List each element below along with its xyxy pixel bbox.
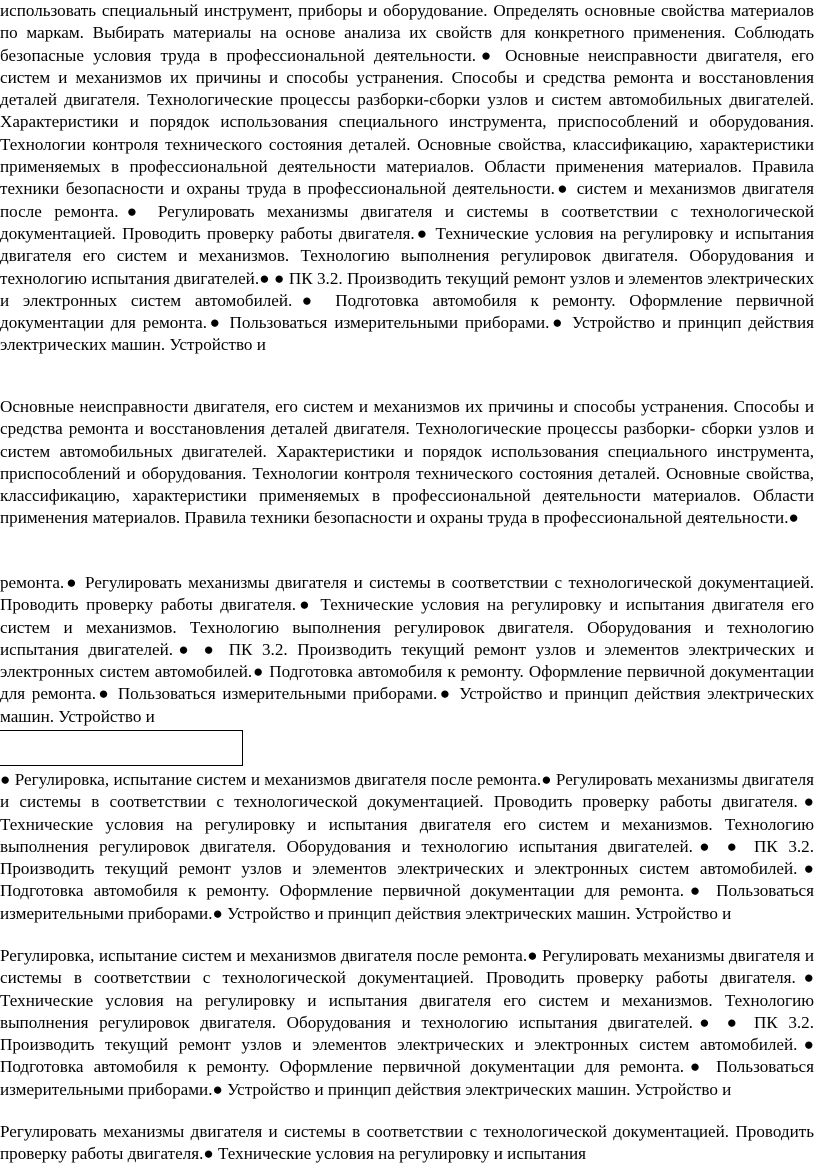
paragraph-2: Основные неисправности двигателя, его систем и механизмов их причины и способы устранения. Способы и средства ремонта и восстановления деталей двигателя. Технологические процессы разборки- сборки узлов и систем автомобильных двигателей. Характеристики и порядок использования специального инструмента, приспособлений и оборудования. Технологии контроля технического состояния деталей. Основные свойства, классификацию, характеристики применяемых в профессиональной деятельности материалов. Области применения материалов. Правила техники безопасности и охраны труда в профессиональной деятельности.● xyxy=(0,397,814,528)
paragraph-6: Регулировать механизмы двигателя и системы в соответствии с технологической документацией. Проводить проверку работы двигателя.● Технические условия на регулировку и испытания xyxy=(0,1122,814,1164)
paragraph-3: ремонта.● Регулировать механизмы двигателя и системы в соответствии с технологической документацией. Проводить проверку работы двигателя.● Технические условия на регулировку и испытания двигателя его систем и механизмов. Технологию выполнения регулировок двигателя. Оборудования и технологию испытания двигателей.● ● ПК 3.2. Производить текущий ремонт узлов и элементов электрических и электронных систем автомобилей.● Подготовка автомобиля к ремонту. Оформление первичной документации для ремонта.● Пользоваться измерительными приборами.● Устройство и принцип действия электрических машин. Устройство и xyxy=(0,573,814,726)
paragraph-5: Регулировка, испытание систем и механизмов двигателя после ремонта.● Регулировать механизмы двигателя и системы в соответствии с технологической документацией. Проводить проверку работы двигателя.● Технические условия на регулировку и испытания двигателя его систем и механизмов. Технологию выполнения регулировок двигателя. Оборудования и технологию испытания двигателей.● ● ПК 3.2. Производить текущий ремонт узлов и элементов электрических и электронных систем автомобилей.● Подготовка автомобиля к ремонту. Оформление первичной документации для ремонта.● Пользоваться измерительными приборами.● Устройство и принцип действия электрических машин. Устройство и xyxy=(0,946,814,1099)
empty-text-box xyxy=(0,730,243,766)
paragraph-1: использовать специальный инструмент, приборы и оборудование. Определять основные свойства материалов по маркам. Выбирать материалы на основе анализа их свойств для конкретного применения. Соблюдать безопасные условия труда в профессиональной деятельности.● Основные неисправности двигателя, его систем и механизмов их причины и способы устранения. Способы и средства ремонта и восстановления деталей двигателя. Технологические процессы разборки-сборки узлов и систем автомобильных двигателей. Характеристики и порядок использования специального инструмента, приспособлений и оборудования. Технологии контроля технического состояния деталей. Основные свойства, классификацию, характеристики применяемых в профессиональной деятельности материалов. Области применения материалов. Правила техники безопасности и охраны труда в профессиональной деятельности.● систем и механизмов двигателя после ремонта.● Регулировать механизмы двигателя и системы в соответствии с технологической документацией. Проводить проверку работы двигателя.● Технические условия на регулировку и испытания двигателя его систем и механизмов. Технологию выполнения регулировок двигателя. Оборудования и технологию испытания двигателей.● ● ПК 3.2. Производить текущий ремонт узлов и элементов электрических и электронных систем автомобилей.● Подготовка автомобиля к ремонту. Оформление первичной документации для ремонта.● Пользоваться измерительными приборами.● Устройство и принцип действия электрических машин. Устройство и xyxy=(0,1,814,355)
paragraph-4: ● Регулировка, испытание систем и механизмов двигателя после ремонта.● Регулировать механизмы двигателя и системы в соответствии с технологической документацией. Проводить проверку работы двигателя.● Технические условия на регулировку и испытания двигателя его систем и механизмов. Технологию выполнения регулировок двигателя. Оборудования и технологию испытания двигателей.● ● ПК 3.2. Производить текущий ремонт узлов и элементов электрических и электронных систем автомобилей.● Подготовка автомобиля к ремонту. Оформление первичной документации для ремонта.● Пользоваться измерительными приборами.● Устройство и принцип действия электрических машин. Устройство и xyxy=(0,770,814,923)
